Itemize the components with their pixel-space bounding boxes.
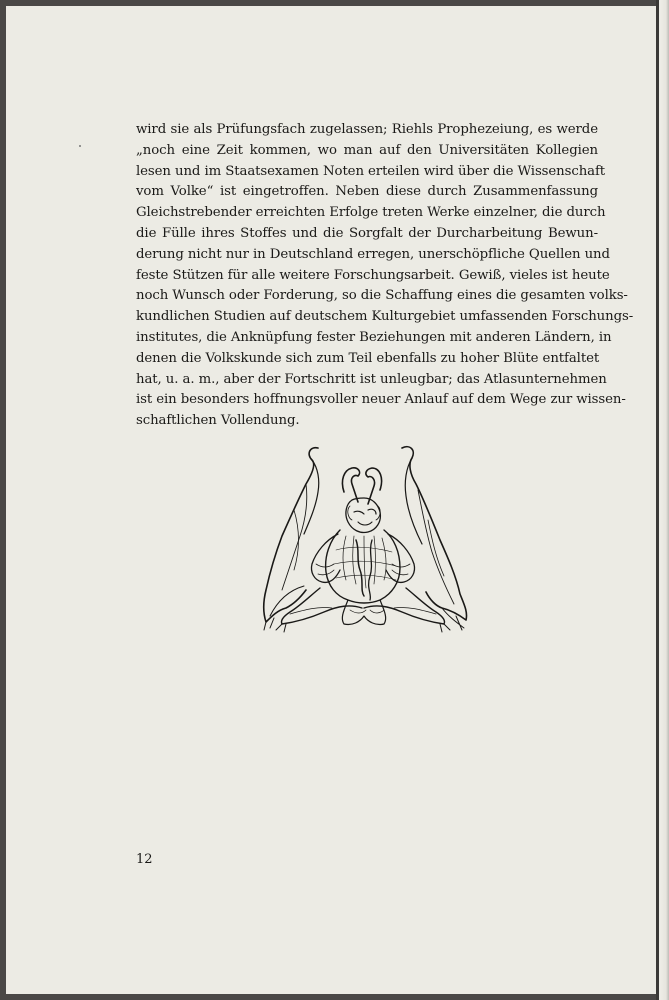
text-line: derung nicht nur in Deutschland erregen, unerschöpfliche Quellen und bbox=[136, 246, 610, 262]
speck-mark bbox=[79, 145, 81, 147]
text-line: kundlichen Studien auf deutschem Kulturgebiet umfassenden Forschungs- bbox=[136, 309, 634, 325]
text-line: institutes, die Anknüpfung fester Beziehungen mit anderen Ländern, in bbox=[136, 329, 612, 345]
text-line: die Fülle ihres Stoffes und die Sorgfalt der Durcharbeitung Bewun- bbox=[136, 225, 598, 241]
text-line: ist ein besonders hoffnungsvoller neuer Anlauf auf dem Wege zur wissen- bbox=[136, 392, 626, 408]
text-line: hat, u. a. m., aber der Fortschritt ist unleugbar; das Atlasunternehmen bbox=[136, 371, 607, 387]
adjacent-page-edge bbox=[656, 0, 669, 1000]
body-text bbox=[136, 120, 634, 432]
text-line: vom Volke“ ist eingetroffen. Neben diese durch Zusammenfassung bbox=[136, 184, 598, 200]
text-line: noch Wunsch oder Forderung, so die Schaffung eines die gesamten volks- bbox=[136, 288, 628, 304]
text-line: Gleichstrebender erreichten Erfolge treten Werke einzelner, die durch bbox=[136, 205, 606, 221]
winged-demon-drawing-icon bbox=[260, 440, 472, 634]
text-line: wird sie als Prüfungsfach zugelassen; Riehls Prophezeiung, es werde bbox=[136, 122, 598, 137]
text-line: feste Stützen für alle weitere Forschungsarbeit. Gewiß, vieles ist heute bbox=[136, 267, 610, 283]
text-line: „noch eine Zeit kommen, wo man auf den Universitäten Kollegien bbox=[136, 142, 598, 158]
text-line: denen die Volkskunde sich zum Teil ebenfalls zu hoher Blüte entfaltet bbox=[136, 350, 600, 366]
text-line: lesen und im Staatsexamen Noten erteilen wird über die Wissenschaft bbox=[136, 163, 606, 179]
book-page bbox=[6, 6, 656, 994]
page-number: 12 bbox=[136, 852, 153, 867]
text-line: schaftlichen Vollendung. bbox=[136, 413, 300, 429]
